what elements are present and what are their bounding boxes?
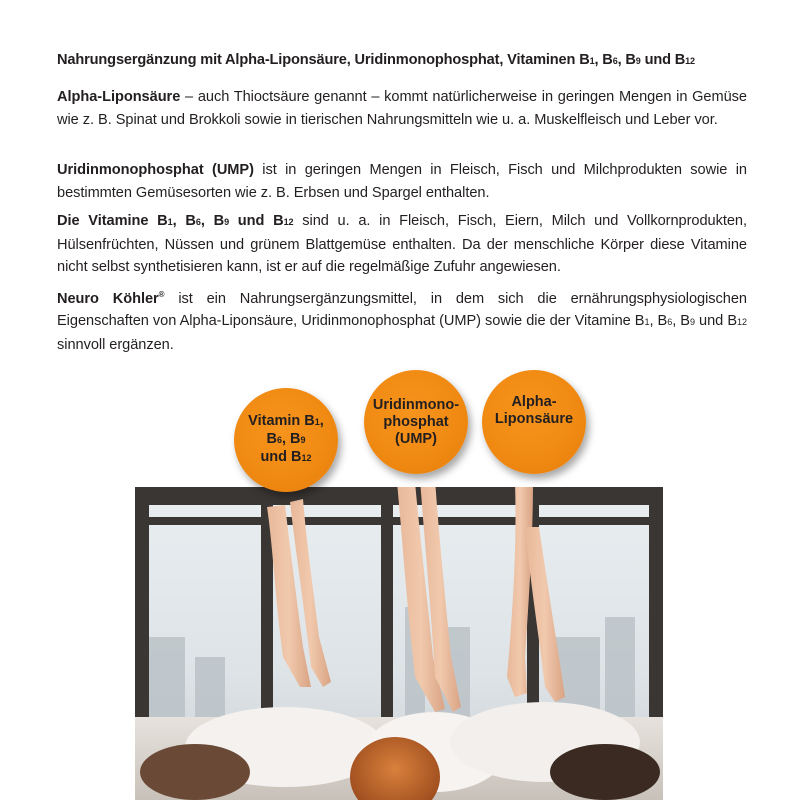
term-ump: Uridinmonophosphat (UMP) <box>57 162 254 178</box>
paragraph-neuro-koehler: Neuro Köhler® ist ein Nahrungsergänzungsmittel, in dem sich die ernährungsphysiologischen Eigenschaften von Alpha-Liponsäure, Uridinmonophosphat (UMP) sowie die der Vitamine B1, B6, B9 und B12 sinnvoll ergänzen. <box>57 290 747 353</box>
badge-vitamine: Vitamin B1, B6, B9 und B12 <box>234 388 338 492</box>
term-neuro-koehler: Neuro Köhler® <box>57 290 165 307</box>
term-vitamine: Die Vitamine B1, B6, B9 und B12 <box>57 213 294 229</box>
badge-alpha-liponsaeure: Alpha- Liponsäure <box>482 370 586 474</box>
page-title: Nahrungsergänzung mit Alpha-Liponsäure, Uridinmonophosphat, Vitaminen B1, B6, B9 und B12 <box>57 52 695 68</box>
paragraph-vitamine: Die Vitamine B1, B6, B9 und B12 sind u. a. in Fleisch, Fisch, Eiern, Milch und Vollkornprodukten, Hülsenfrüchten, Nüssen und grünem Blattgemüse enthalten. Da der menschliche Körper diese Vitamine nicht selbst synthetisieren kann, ist er auf die regelmäßige Zufuhr angewiesen. <box>57 213 748 275</box>
photo-illustration <box>135 487 663 800</box>
paragraph-alpha-liponsaeure: Alpha-Liponsäure – auch Thioctsäure genannt – kommt natürlicherweise in geringen Mengen in Gemüse wie z. B. Spinat und Brokkoli sowie in tierischen Nahrungsmitteln wie u. a. Muskelfleisch und Leber vor. <box>57 89 747 128</box>
photo-women-legs-up <box>135 487 663 800</box>
term-alpha-liponsaeure: Alpha-Liponsäure <box>57 89 181 105</box>
paragraph-ump: Uridinmonophosphat (UMP) ist in geringen Mengen in Fleisch, Fisch und Milchprodukten sowie in bestimmten Gemüsesorten wie z. B. Erbsen und Spargel enthalten. <box>57 162 747 201</box>
badge-ump: Uridinmono- phosphat (UMP) <box>364 370 468 474</box>
